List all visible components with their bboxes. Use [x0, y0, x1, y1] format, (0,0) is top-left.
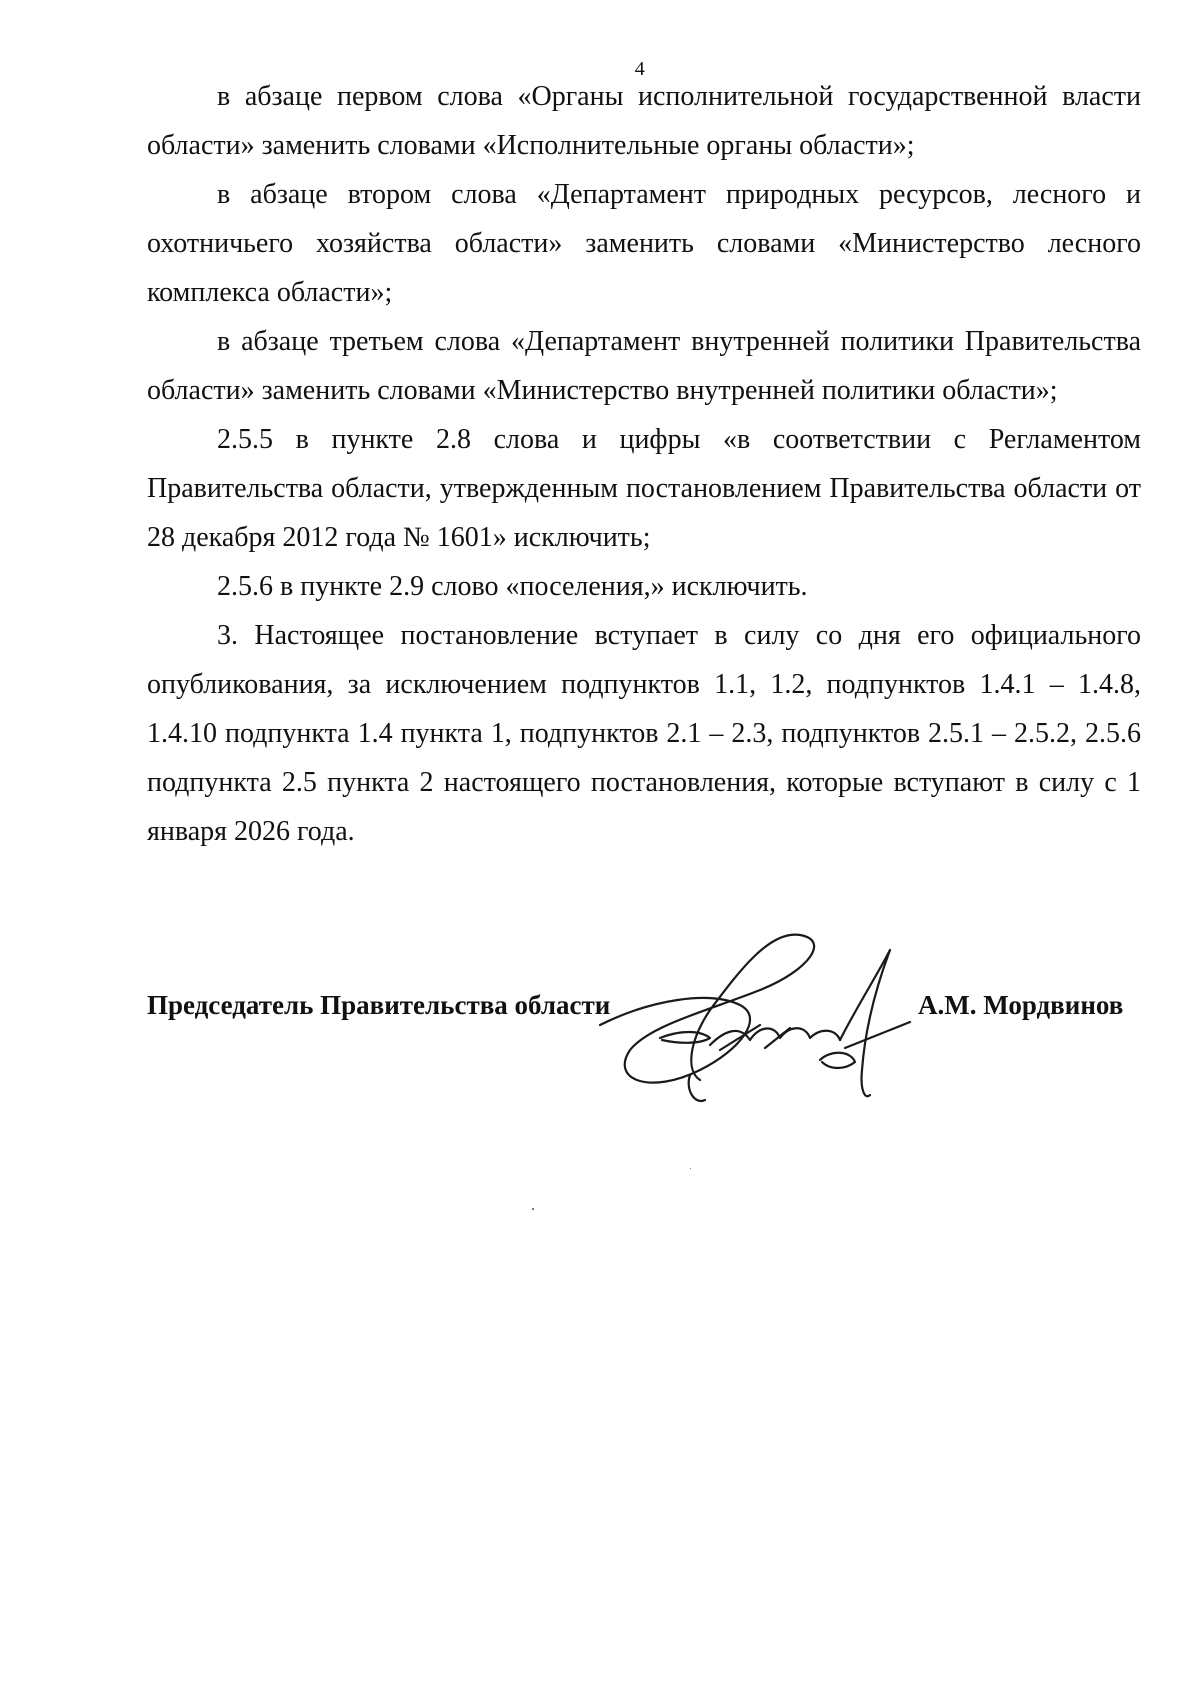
- paragraph-4: 2.5.5 в пункте 2.8 слова и цифры «в соответствии с Регламентом Правительства области, утвержденным постановлением Правительства области от 28 декабря 2012 года № 1601» исключить;: [147, 424, 1141, 553]
- paragraph-3: в абзаце третьем слова «Департамент внутренней политики Правительства области» заменить словами «Министерство внутренней политики области»;: [147, 326, 1141, 406]
- paragraph-2: в абзаце втором слова «Департамент природных ресурсов, лесного и охотничьего хозяйства области» заменить словами «Министерство лесного комплекса области»;: [147, 179, 1141, 308]
- signatory-title: Председатель Правительства области: [147, 990, 611, 1020]
- scan-speck: [690, 1168, 691, 1169]
- paragraph-1: в абзаце первом слова «Органы исполнительной государственной власти области» заменить словами «Исполнительные органы области»;: [147, 81, 1141, 161]
- scan-speck: [532, 1208, 534, 1210]
- handwritten-signature: [590, 930, 950, 1120]
- paragraph-5: 2.5.6 в пункте 2.9 слово «поселения,» исключить.: [217, 571, 808, 602]
- paragraph-6: 3. Настоящее постановление вступает в силу со дня его официального опубликования, за исключением подпунктов 1.1, 1.2, подпунктов 1.4.1 – 1.4.8, 1.4.10 подпункта 1.4 пункта 1, подпунктов 2.1 – 2.3, подпунктов 2.5.1 – 2.5.2, 2.5.6 подпункта 2.5 пункта 2 настоящего постановления, которые вступают в силу с 1 января 2026 года.: [147, 620, 1141, 847]
- page-number: 4: [634, 58, 646, 80]
- document-body: [147, 72, 1141, 856]
- signatory-name: А.М. Мордвинов: [918, 990, 1124, 1020]
